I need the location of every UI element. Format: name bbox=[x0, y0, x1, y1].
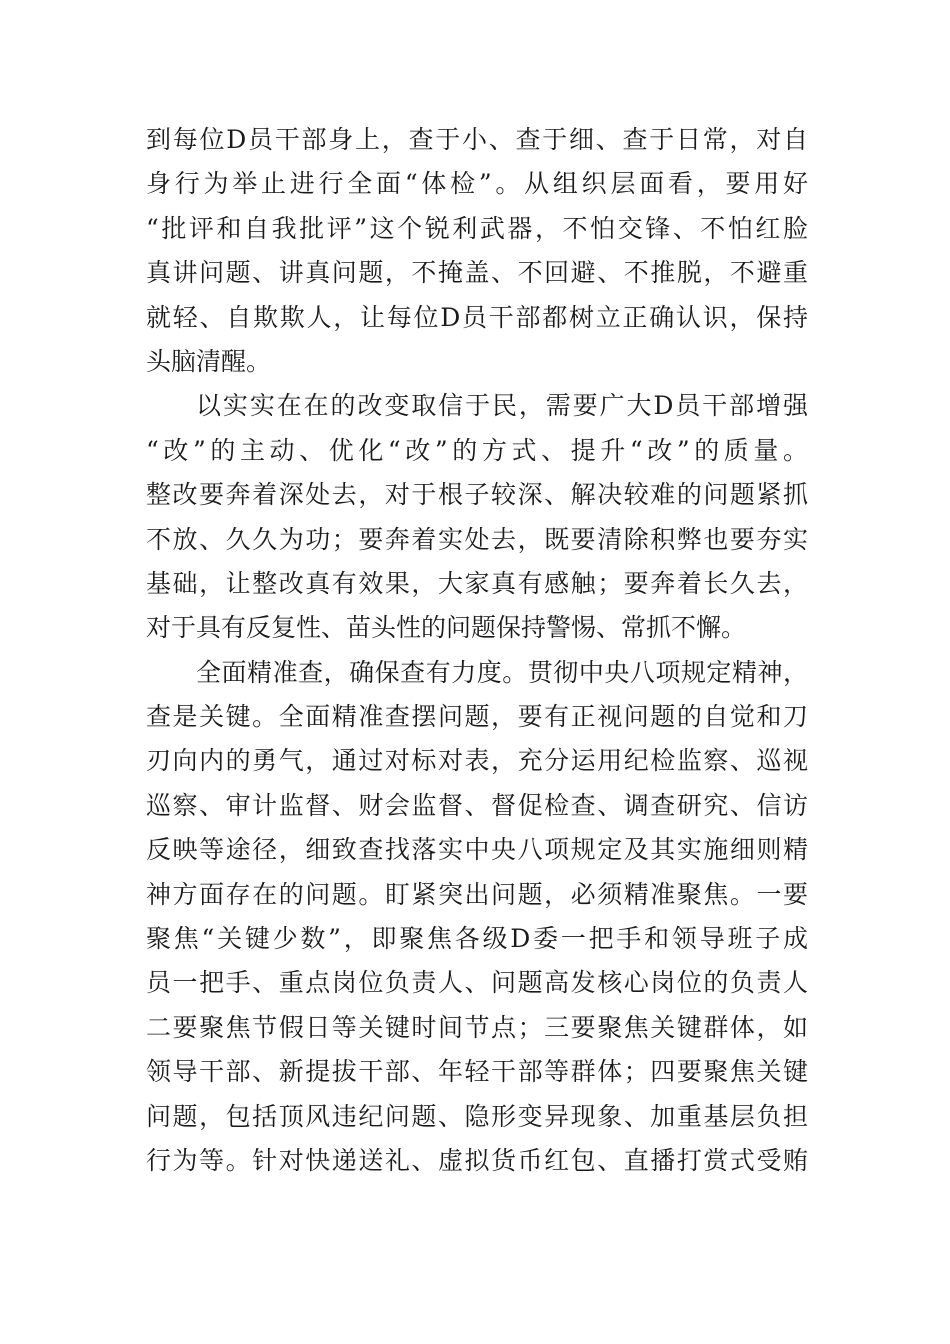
text-line: 神方面存在的问题。盯紧突出问题，必须精准聚焦。一要 bbox=[146, 879, 808, 909]
text-line: 对于具有反复性、苗头性的问题保持警惕、常抓不懈。 bbox=[146, 613, 747, 643]
text-line: 基础，让整改真有效果，大家真有感触；要奔着长久去， bbox=[146, 568, 808, 598]
text-line: 行为等。针对快递送礼、虚拟货币红包、直播打赏式受贿 bbox=[146, 1145, 808, 1175]
text-line: 不放、久久为功；要奔着实处去，既要清除积弊也要夯实 bbox=[146, 524, 808, 554]
document-body bbox=[146, 118, 808, 1183]
text-line: “改”的主动、优化“改”的方式、提升“改”的质量。 bbox=[146, 435, 808, 465]
text-line: 就轻、自欺欺人，让每位D员干部都树立正确认识，保持 bbox=[146, 302, 808, 332]
text-line: 查是关键。全面精准查摆问题，要有正视问题的自觉和刀 bbox=[146, 702, 808, 732]
text-line: 以实实在在的改变取信于民，需要广大D员干部增强 bbox=[196, 391, 808, 421]
text-line: 全面精准查，确保查有力度。贯彻中央八项规定精神， bbox=[196, 657, 808, 687]
text-line: “批评和自我批评”这个锐利武器，不怕交锋、不怕红脸 bbox=[146, 213, 808, 243]
text-line: 真讲问题、讲真问题，不掩盖、不回避、不推脱，不避重 bbox=[146, 258, 808, 288]
text-line: 刃向内的勇气，通过对标对表，充分运用纪检监察、巡视 bbox=[146, 746, 808, 776]
text-line: 员一把手、重点岗位负责人、问题高发核心岗位的负责人 bbox=[146, 968, 808, 998]
text-line: 巡察、审计监督、财会监督、督促检查、调查研究、信访 bbox=[146, 790, 808, 820]
text-line: 聚焦“关键少数”，即聚焦各级D委一把手和领导班子成 bbox=[146, 924, 808, 954]
text-line: 头脑清醒。 bbox=[146, 346, 272, 376]
text-line: 反映等途径，细致查找落实中央八项规定及其实施细则精 bbox=[146, 835, 808, 865]
text-line: 问题，包括顶风违纪问题、隐形变异现象、加重基层负担 bbox=[146, 1101, 808, 1131]
text-line: 领导干部、新提拔干部、年轻干部等群体；四要聚焦关键 bbox=[146, 1057, 808, 1087]
text-line: 整改要奔着深处去，对于根子较深、解决较难的问题紧抓 bbox=[146, 480, 808, 510]
text-line: 到每位D员干部身上，查于小、查于细、查于日常，对自 bbox=[146, 125, 808, 154]
text-line: 身行为举止进行全面“体检”。从组织层面看，要用好 bbox=[146, 169, 808, 199]
text-line: 二要聚焦节假日等关键时间节点；三要聚焦关键群体，如 bbox=[146, 1012, 808, 1042]
